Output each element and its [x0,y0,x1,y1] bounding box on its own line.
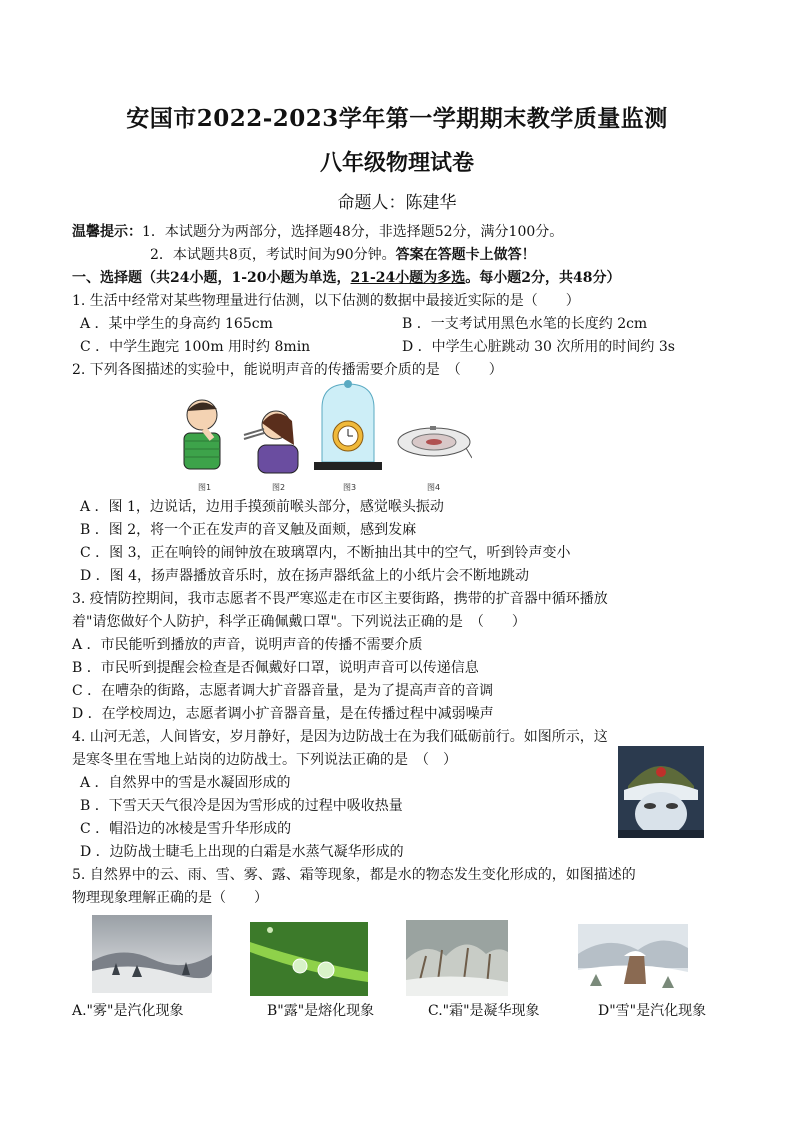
q3-option-d: D ．在学校周边，志愿者调小扩音器音量，是在传播过程中减弱噪声 [72,706,494,722]
q3-stem-2: 着"请您做好个人防护，科学正确佩戴口罩"。下列说法正确的是 （ ） [72,614,526,630]
section-heading-part-a: 一、选择题（共24小题，1-20小题为单选， [72,270,351,286]
q3-option-c: C ．在嘈杂的街路，志愿者调大扩音器音量，是为了提高声音的音调 [72,683,494,699]
notice-line-1 [72,222,563,242]
figure-2-girl-tuning-fork [238,405,300,475]
figure-2-caption: 图2 [272,483,286,492]
q1-option-d: D ．中学生心脏跳动 30 次所用的时间约 3s [402,339,675,355]
q4-option-a: A ．自然界中的雪是水凝固形成的 [80,775,291,791]
notice-text-2-bold: 答案在答题卡上做答！ [395,247,536,263]
exam-subtitle: 八年级物理试卷 [319,150,474,176]
notice-text-2: 2．本试题共8页，考试时间为90分钟。 [150,247,396,263]
section-heading-part-c: 。每小题2分，共48分） [465,270,621,286]
exam-author: 命题人：陈建华 [337,193,457,213]
q5-stem-2: 物理现象理解正确的是（ ） [72,890,268,906]
notice-line-2 [150,245,536,265]
exam-title: 安国市2022-2023学年第一学期期末教学质量监测 [126,105,668,132]
q2-option-a: A ．图 1，边说话，边用手摸颈前喉头部分，感觉喉头振动 [80,499,444,515]
q2-option-b: B ．图 2，将一个正在发声的音叉触及面颊，感到发麻 [80,522,417,538]
q5-option-c: C."霜"是凝华现象 [428,1003,540,1019]
q4-stem-1: 4. 山河无恙，人间皆安，岁月静好，是因为边防战士在为我们砥砺前行。如图所示，这 [72,729,608,745]
photo-dew [250,922,368,996]
q4-option-c: C ．帽沿边的冰棱是雪升华形成的 [80,821,292,837]
q3-stem-1: 3. 疫情防控期间，我市志愿者不畏严寒巡走在市区主要街路，携带的扩音器中循环播放 [72,591,608,607]
q1-stem: 1. 生活中经常对某些物理量进行估测，以下估测的数据中最接近实际的是（ ） [72,293,580,309]
figure-3-bell-jar-clock [312,378,384,474]
photo-snow [578,924,688,998]
section-heading [72,268,621,288]
q4-stem-2: 是寒冬里在雪地上站岗的边防战士。下列说法正确的是 （ ） [72,752,457,768]
figure-4-speaker-paper [396,420,472,464]
q3-option-b: B ．市民听到提醒会检查是否佩戴好口罩，说明声音可以传递信息 [72,660,479,676]
figure-1-boy-talking [172,395,234,475]
q4-option-b: B ．下雪天天气很冷是因为雪形成的过程中吸收热量 [80,798,403,814]
q5-option-d: D"雪"是汽化现象 [598,1003,707,1019]
notice-text-1: 1．本试题分为两部分，选择题48分，非选择题52分，满分100分。 [142,224,564,240]
soldier-photo [618,746,704,838]
figure-1-caption: 图1 [198,483,212,492]
photo-frost [406,920,508,996]
q1-option-b: B ．一支考试用黑色水笔的长度约 2cm [402,316,648,332]
q4-option-d: D ．边防战士睫毛上出现的白霜是水蒸气凝华形成的 [80,844,404,860]
notice-label: 温馨提示： [72,224,142,240]
q2-stem: 2. 下列各图描述的实验中，能说明声音的传播需要介质的是 （ ） [72,362,503,378]
q3-option-a: A ．市民能听到播放的声音，说明声音的传播不需要介质 [72,637,423,653]
q5-option-b: B"露"是熔化现象 [267,1003,375,1019]
photo-fog [92,915,212,993]
q1-option-a: A ．某中学生的身高约 165cm [80,316,273,332]
section-heading-part-b: 21-24小题为多选 [350,270,466,286]
q2-option-c: C ．图 3，正在响铃的闹钟放在玻璃罩内，不断抽出其中的空气，听到铃声变小 [80,545,571,561]
q2-option-d: D ．图 4，扬声器播放音乐时，放在扬声器纸盆上的小纸片会不断地跳动 [80,568,530,584]
figure-4-caption: 图4 [427,483,441,492]
q5-option-a: A."雾"是汽化现象 [72,1003,184,1019]
figure-3-caption: 图3 [343,483,357,492]
q5-stem-1: 5. 自然界中的云、雨、雪、雾、露、霜等现象，都是水的物态发生变化形成的，如图描述的 [72,867,636,883]
q1-option-c: C ．中学生跑完 100m 用时约 8min [80,339,311,355]
